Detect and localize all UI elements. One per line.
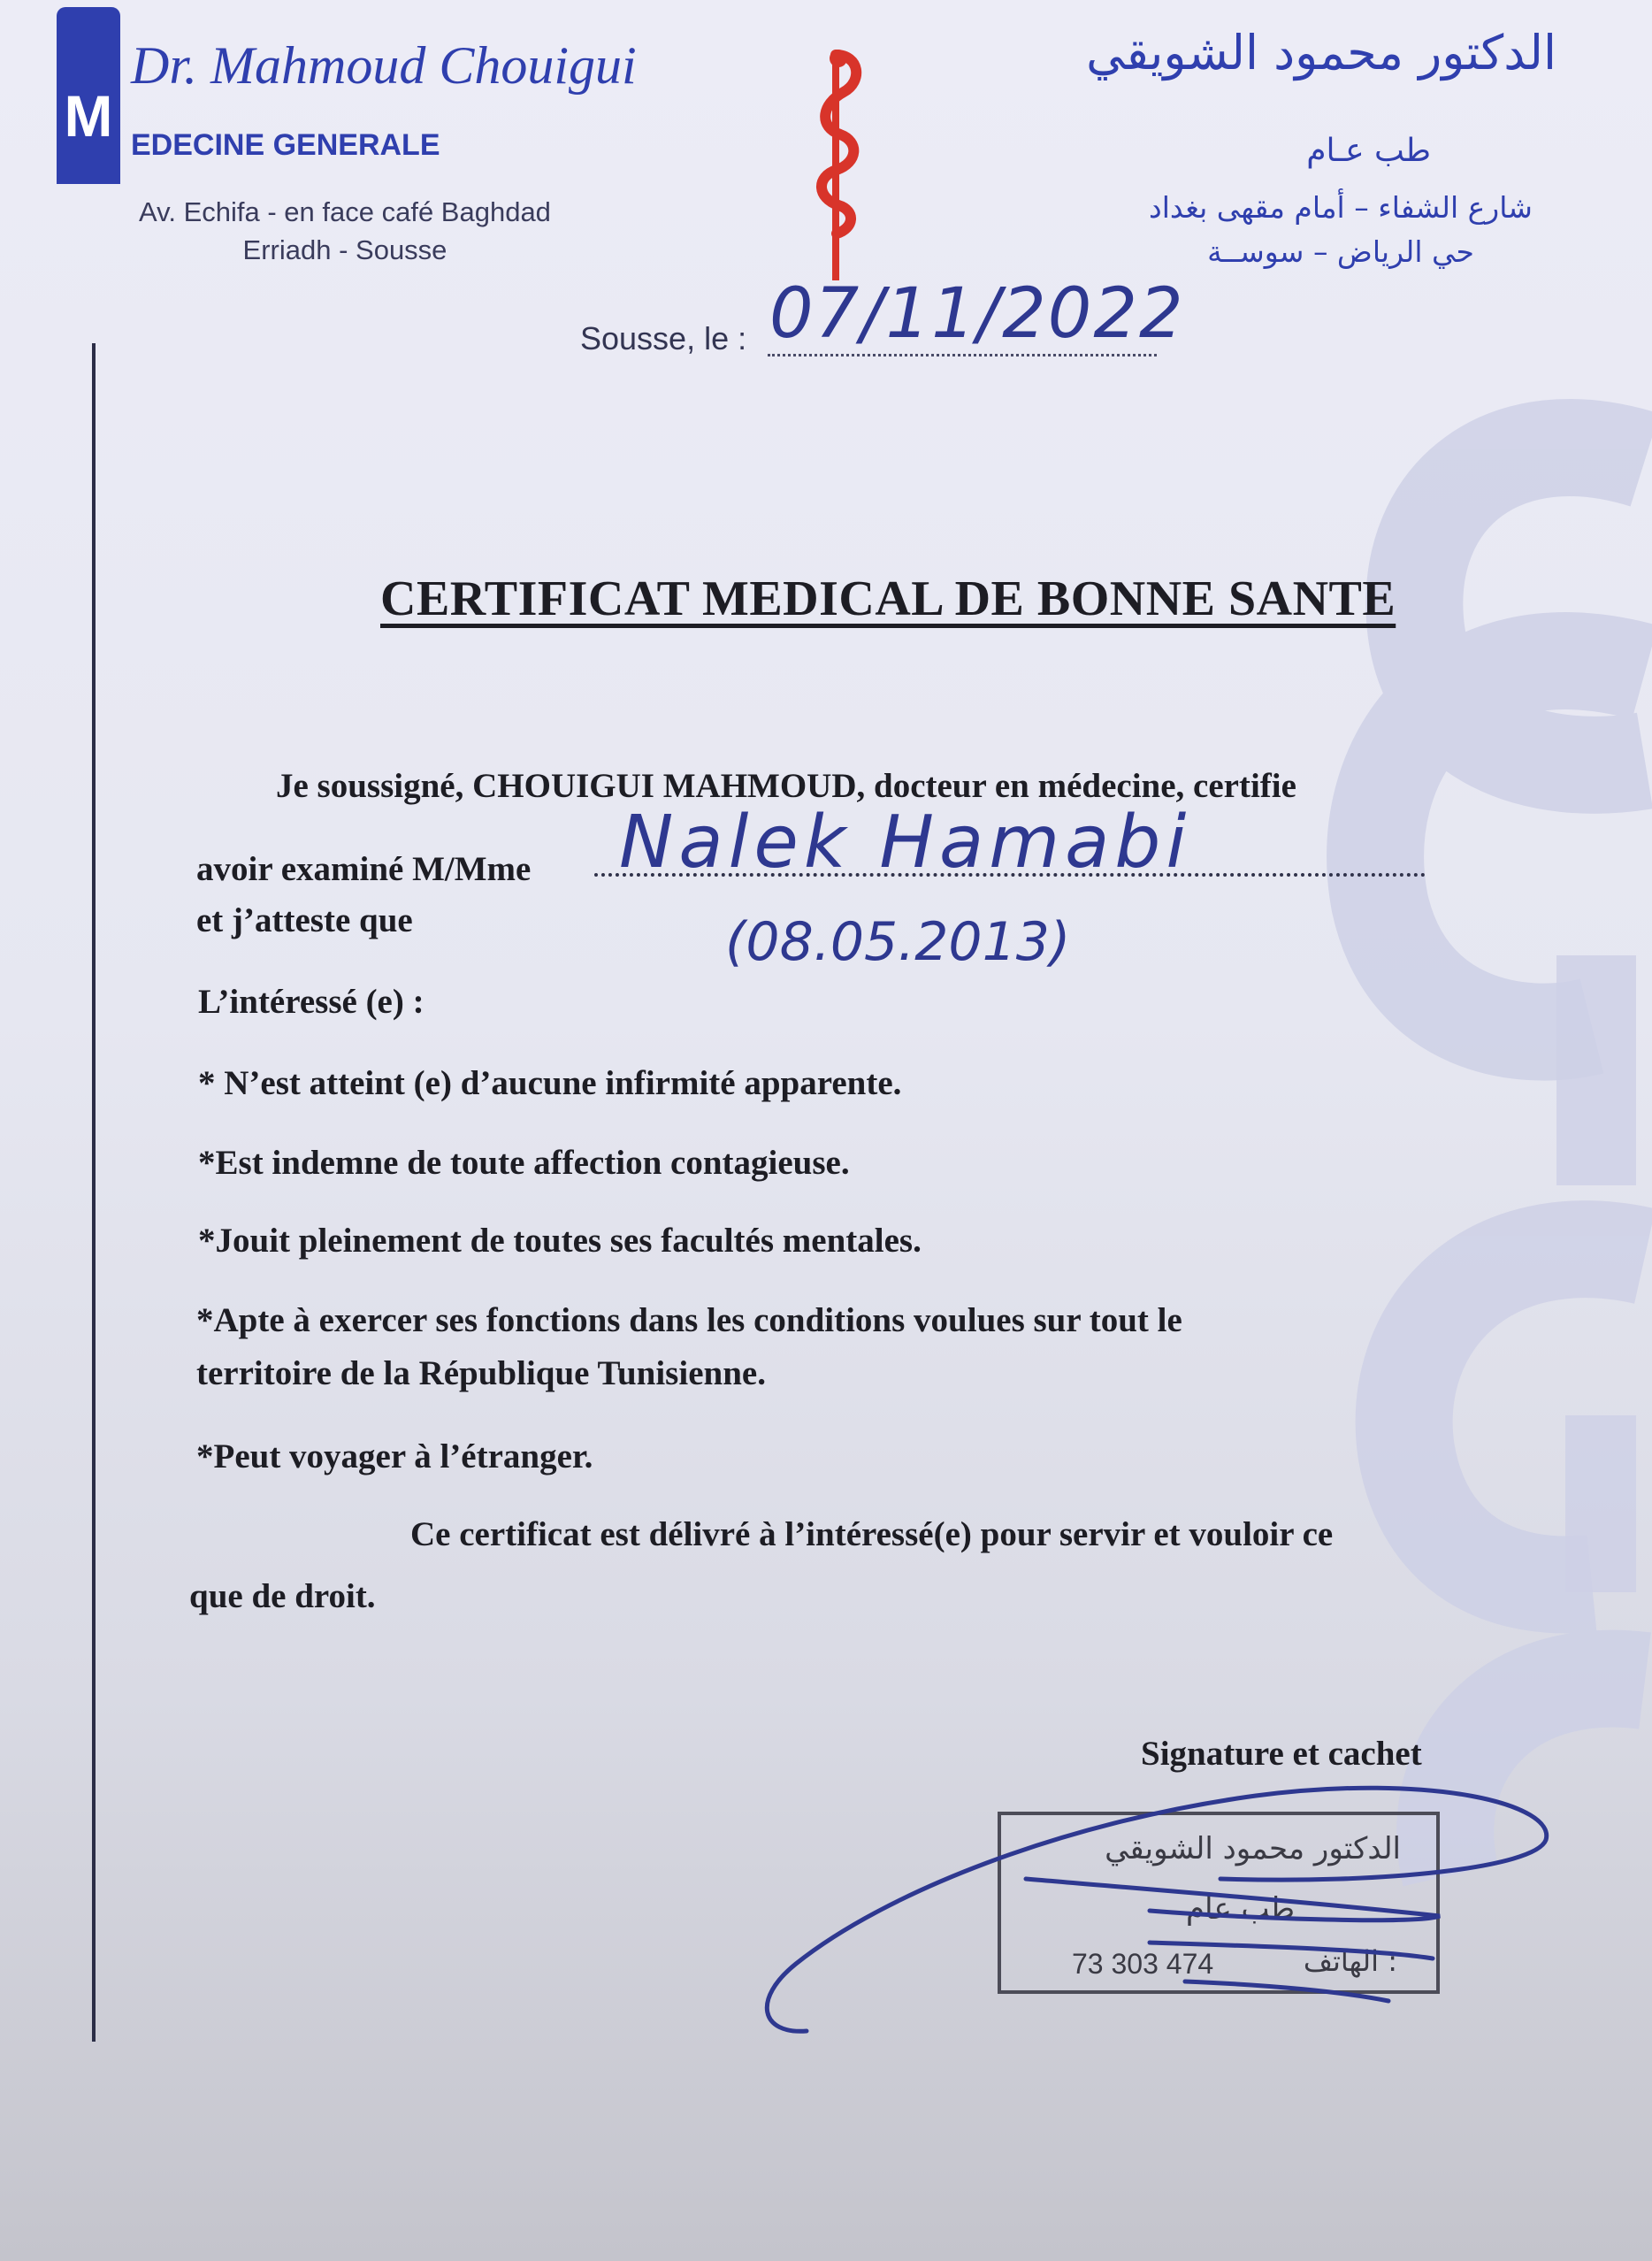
statement-1: * N’est atteint (e) d’aucune infirmité apparente.	[198, 1064, 902, 1102]
left-margin-rule	[92, 343, 96, 2042]
caduceus-icon	[805, 46, 867, 285]
address-line-2: Erriadh - Sousse	[242, 234, 447, 265]
logo-letter: M	[64, 83, 113, 149]
certificate-title: CERTIFICAT MEDICAL DE BONNE SANTE	[380, 571, 1396, 626]
arabic-doctor-name: الدكتور محمود الشويقي	[1086, 25, 1556, 80]
closing-line-1: Ce certificat est délivré à l’intéressé(e) pour servir et vouloir ce	[410, 1515, 1334, 1553]
statement-4-line-1: *Apte à exercer ses fonctions dans les conditions voulues sur tout le	[196, 1301, 1182, 1339]
stamp-phone-label: : الهاتف	[1303, 1944, 1397, 1978]
stamp-phone: 73 303 474	[1072, 1948, 1214, 1980]
address	[133, 193, 557, 269]
intro-line: Je soussigné, CHOUIGUI MAHMOUD, docteur en médecine, certifie	[276, 767, 1296, 805]
statement-2: *Est indemne de toute affection contagieuse.	[198, 1144, 850, 1182]
address-line-1: Av. Echifa - en face café Baghdad	[139, 196, 551, 227]
handwritten-birthdate: (08.05.2013)	[725, 911, 1071, 973]
date-label: Sousse, le :	[580, 320, 747, 356]
stamp-doctor-name: الدكتور محمود الشويقي	[1105, 1831, 1401, 1866]
arabic-address-line-1: شارع الشفاء – أمام مقهى بغداد	[1149, 190, 1533, 225]
arabic-address-line-2: حي الرياض – سوســة	[1207, 234, 1474, 269]
specialty: EDECINE GENERALE	[131, 128, 440, 162]
doctor-name: Dr. Mahmoud Chouigui	[131, 36, 637, 95]
statement-3: *Jouit pleinement de toutes ses facultés mentales.	[198, 1222, 922, 1260]
handwritten-patient-name: Nalek Hamabi	[619, 801, 1192, 885]
statement-4-line-2: territoire de la République Tunisienne.	[196, 1354, 766, 1392]
logo-m	[57, 7, 120, 184]
stamp-specialty: طب عام	[1186, 1891, 1295, 1927]
handwritten-date: 07/11/2022	[769, 274, 1185, 354]
doctor-stamp	[998, 1812, 1440, 1994]
interested-label: L’intéressé (e) :	[198, 983, 424, 1021]
arabic-address	[1111, 186, 1571, 274]
closing-line-2: que de droit.	[189, 1577, 376, 1615]
statement-5: *Peut voyager à l’étranger.	[196, 1437, 593, 1475]
arabic-specialty: طب عـام	[1306, 133, 1431, 169]
examined-label: avoir examiné M/Mme	[196, 850, 532, 888]
date-dotted-line	[768, 354, 1157, 356]
attest-line: et j’atteste que	[196, 901, 413, 939]
signature-label: Signature et cachet	[1141, 1735, 1422, 1773]
